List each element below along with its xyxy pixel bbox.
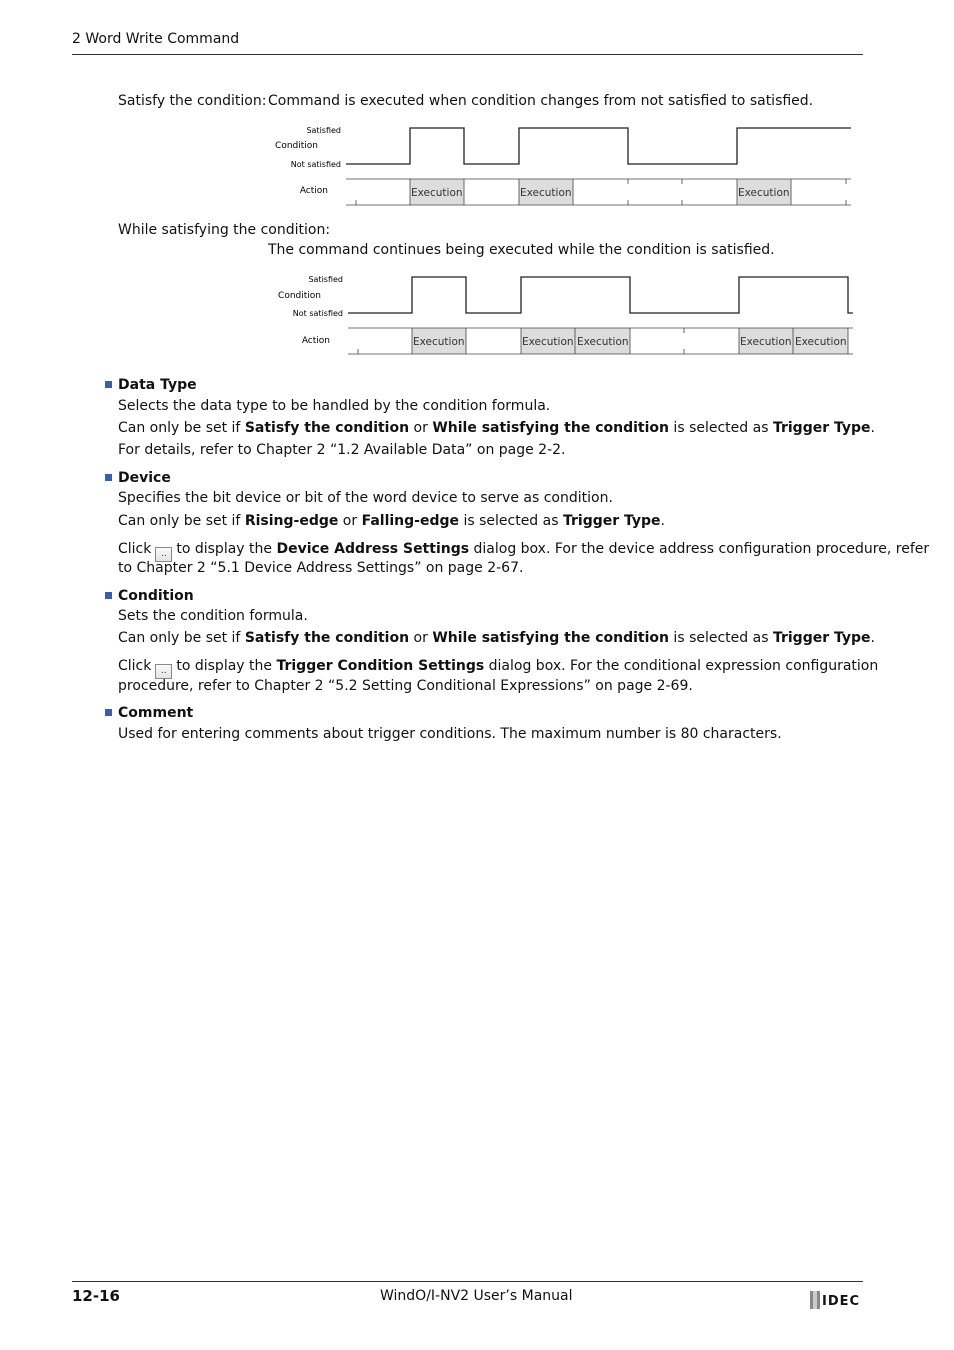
bullet-icon: [105, 709, 112, 716]
data-type-line3: For details, refer to Chapter 2 “1.2 Available Data” on page 2-2.: [118, 442, 566, 458]
action-label: Action: [301, 336, 330, 346]
satisfy-label: Satisfy the condition:: [118, 93, 267, 109]
action-label: Action: [299, 186, 328, 196]
execution-text: Execution: [738, 187, 790, 199]
comment-line1: Used for entering comments about trigger conditions. The maximum number is 80 characters.: [118, 726, 782, 742]
header-rule: [72, 54, 863, 55]
idec-logo: [810, 1290, 864, 1310]
section-data-type: [105, 377, 197, 393]
section-title: Device: [118, 470, 171, 486]
condition-label: Condition: [278, 291, 321, 301]
condition-line1: Sets the condition formula.: [118, 608, 308, 624]
while-description: The command continues being executed while the condition is satisfied.: [268, 242, 775, 258]
section-condition: [105, 588, 194, 604]
svg-text:IDEC: IDEC: [822, 1294, 861, 1309]
execution-text: Execution: [795, 336, 847, 348]
execution-text: Execution: [520, 187, 572, 199]
condition-label: Condition: [275, 141, 318, 151]
not-satisfied-label: Not satisfied: [292, 309, 343, 318]
data-type-line2: Can only be set if Satisfy the condition or While satisfying the condition is selected as Trigger Type.: [118, 420, 875, 436]
condition-line4: procedure, refer to Chapter 2 “5.2 Setting Conditional Expressions” on page 2-69.: [118, 678, 693, 694]
condition-waveform: [348, 277, 853, 313]
while-label: While satisfying the condition:: [118, 222, 331, 238]
condition-waveform: [346, 128, 851, 164]
condition-line3: Click .. to display the Trigger Condition Settings dialog box. For the conditional expression configuration: [118, 657, 878, 679]
condition-line2: Can only be set if Satisfy the condition or While satisfying the condition is selected as Trigger Type.: [118, 630, 875, 646]
execution-text: Execution: [413, 336, 465, 348]
satisfied-label: Satisfied: [306, 126, 341, 135]
section-title: Comment: [118, 705, 194, 721]
section-comment: [105, 705, 193, 721]
timing-diagram-while: [260, 268, 860, 363]
device-line4: to Chapter 2 “5.1 Device Address Settings” on page 2-67.: [118, 560, 524, 576]
satisfied-label: Satisfied: [308, 275, 343, 284]
bullet-icon: [105, 592, 112, 599]
manual-title: WindO/I-NV2 User’s Manual: [380, 1288, 573, 1304]
browse-button[interactable]: ..: [155, 664, 172, 679]
data-type-line1: Selects the data type to be handled by the condition formula.: [118, 398, 551, 414]
browse-button[interactable]: ..: [155, 547, 172, 562]
device-line2: Can only be set if Rising-edge or Falling-edge is selected as Trigger Type.: [118, 513, 665, 529]
footer-rule: [72, 1281, 863, 1282]
section-device: [105, 470, 171, 486]
page-number: 12-16: [72, 1287, 120, 1305]
execution-text: Execution: [522, 336, 574, 348]
running-header: 2 Word Write Command: [72, 31, 240, 47]
satisfy-description: Command is executed when condition changes from not satisfied to satisfied.: [268, 93, 814, 109]
device-line3: Click .. to display the Device Address Settings dialog box. For the device address configuration procedure, refer: [118, 540, 929, 562]
not-satisfied-label: Not satisfied: [290, 160, 341, 169]
bullet-icon: [105, 381, 112, 388]
section-title: Data Type: [118, 377, 197, 393]
execution-text: Execution: [411, 187, 463, 199]
section-title: Condition: [118, 588, 194, 604]
bullet-icon: [105, 474, 112, 481]
execution-text: Execution: [740, 336, 792, 348]
device-line1: Specifies the bit device or bit of the word device to serve as condition.: [118, 490, 613, 506]
timing-diagram-satisfy: [260, 118, 860, 213]
execution-text: Execution: [577, 336, 629, 348]
